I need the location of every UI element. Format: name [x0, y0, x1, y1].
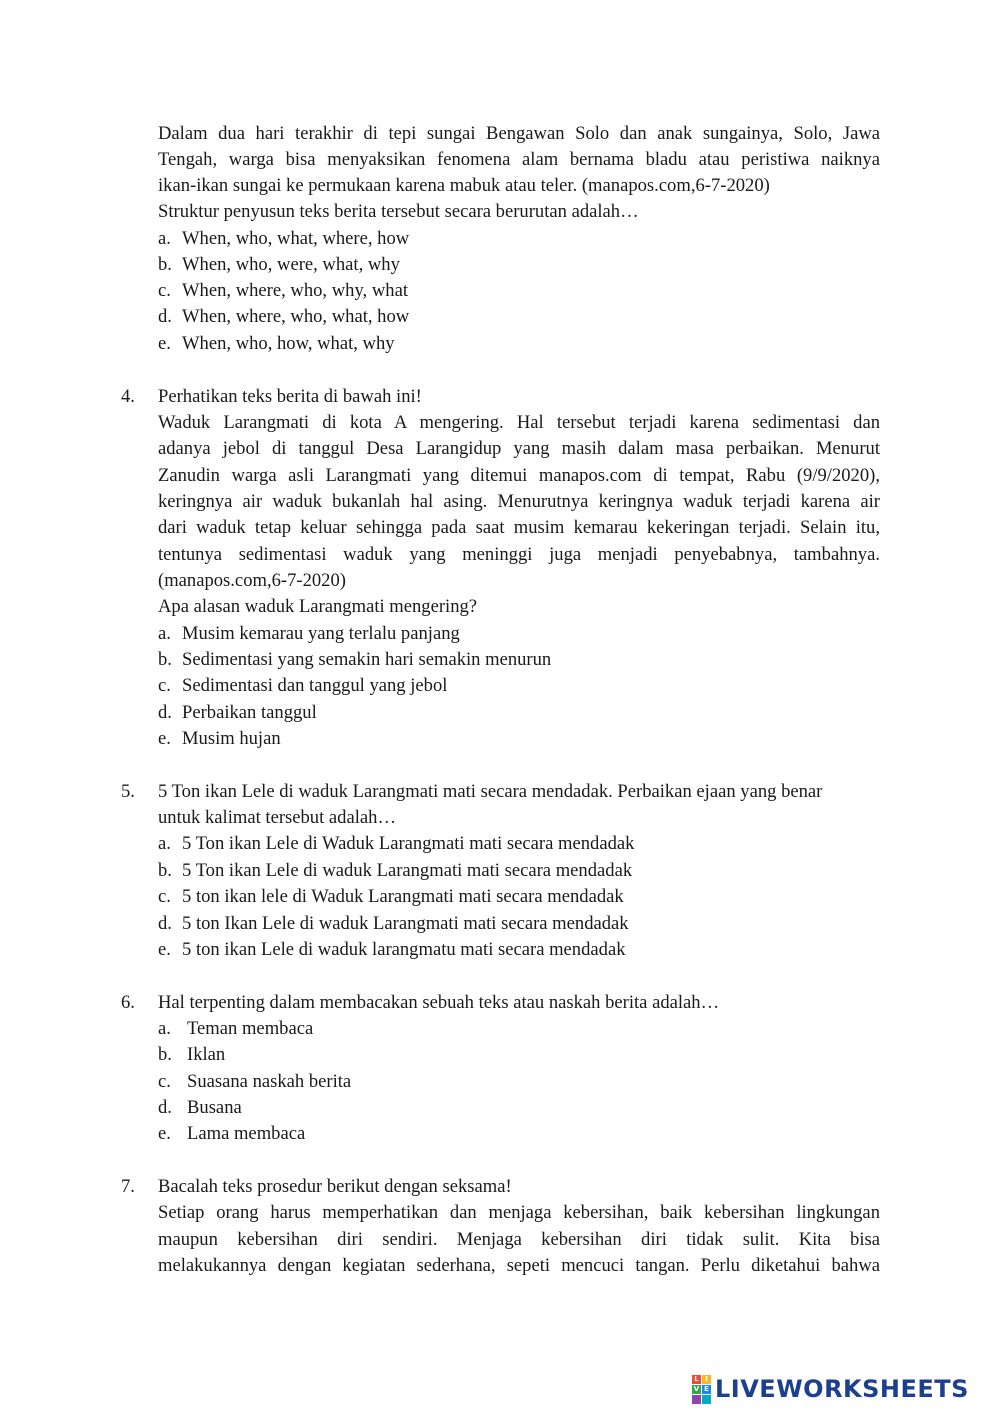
q3-option-b-letter: b.: [158, 254, 172, 275]
q5-option-c-letter: c.: [158, 886, 171, 907]
q5-option-a[interactable]: 5 Ton ikan Lele di Waduk Larangmati mati secara mendadak: [182, 833, 635, 854]
q4-option-e-letter: e.: [158, 728, 171, 749]
q5-prompt-line-2: untuk kalimat tersebut adalah…: [158, 807, 397, 828]
q5-option-b-letter: b.: [158, 860, 172, 881]
q4-option-a[interactable]: Musim kemarau yang terlalu panjang: [182, 623, 460, 644]
q3-option-c-letter: c.: [158, 280, 171, 301]
q3-option-d-letter: d.: [158, 306, 172, 327]
q7-prompt: Bacalah teks prosedur berikut dengan seksama!: [158, 1176, 512, 1197]
q4-option-b[interactable]: Sedimentasi yang semakin hari semakin menurun: [182, 649, 552, 670]
q5-prompt-line-1: 5 Ton ikan Lele di waduk Larangmati mati secara mendadak. Perbaikan ejaan yang benar: [158, 781, 823, 802]
liveworksheets-logo[interactable]: [692, 1374, 969, 1404]
q4-option-c-letter: c.: [158, 675, 171, 696]
q6-option-c-letter: c.: [158, 1071, 171, 1092]
q5-option-d-letter: d.: [158, 913, 172, 934]
q5-option-b[interactable]: 5 Ton ikan Lele di waduk Larangmati mati secara mendadak: [182, 860, 633, 881]
q7-passage-line-2: maupun kebersihan diri sendiri. Menjaga kebersihan diri tidak sulit. Kita bisa: [158, 1229, 880, 1250]
q4-passage-line-3: Zanudin warga asli Larangmati yang ditemui manapos.com di tempat, Rabu (9/9/2020),: [158, 465, 880, 486]
q4-passage-line-2: adanya jebol di tanggul Desa Larangidup yang masih dalam masa perbaikan. Menurut: [158, 438, 880, 459]
q6-option-c[interactable]: Suasana naskah berita: [187, 1071, 352, 1092]
q3-option-a-letter: a.: [158, 228, 171, 249]
q4-passage-line-7: (manapos.com,6-7-2020): [158, 570, 346, 591]
q4-passage-line-1: Waduk Larangmati di kota A mengering. Hal tersebut terjadi karena sedimentasi dan: [158, 412, 880, 433]
q6-option-d-letter: d.: [158, 1097, 172, 1118]
q6-option-d[interactable]: Busana: [187, 1097, 242, 1118]
q5-option-e-letter: e.: [158, 939, 171, 960]
q5-option-e[interactable]: 5 ton ikan Lele di waduk larangmatu mati secara mendadak: [182, 939, 626, 960]
q4-option-c[interactable]: Sedimentasi dan tanggul yang jebol: [182, 675, 448, 696]
q7-passage-line-1: Setiap orang harus memperhatikan dan menjaga kebersihan, baik kebersihan lingkungan: [158, 1202, 880, 1223]
logo-mark-block-5: [692, 1395, 701, 1404]
q6-option-a-letter: a.: [158, 1018, 171, 1039]
q6-option-a[interactable]: Teman membaca: [187, 1018, 314, 1039]
q4-passage-line-6: tentunya sedimentasi waduk yang meninggi juga menjadi penyebabnya, tambahnya.: [158, 544, 880, 565]
q5-option-a-letter: a.: [158, 833, 171, 854]
q4-question: Apa alasan waduk Larangmati mengering?: [158, 596, 478, 617]
q4-option-e[interactable]: Musim hujan: [182, 728, 281, 749]
q3-passage-line-1: Dalam dua hari terakhir di tepi sungai Bengawan Solo dan anak sungainya, Solo, Jawa: [158, 123, 880, 144]
logo-mark-icon: [692, 1375, 711, 1404]
q5-option-c[interactable]: 5 ton ikan lele di Waduk Larangmati mati secara mendadak: [182, 886, 624, 907]
logo-mark-block-6: [702, 1395, 711, 1404]
q3-option-d[interactable]: When, where, who, what, how: [182, 306, 410, 327]
q3-option-e[interactable]: When, who, how, what, why: [182, 333, 395, 354]
q3-option-a[interactable]: When, who, what, where, how: [182, 228, 410, 249]
q4-option-d[interactable]: Perbaikan tanggul: [182, 702, 317, 723]
logo-mark-l: L: [692, 1375, 701, 1384]
q4-option-d-letter: d.: [158, 702, 172, 723]
q3-question: Struktur penyusun teks berita tersebut secara berurutan adalah…: [158, 201, 639, 222]
q3-passage-line-2: Tengah, warga bisa menyaksikan fenomena alam bernama bladu atau peristiwa naiknya: [158, 149, 880, 170]
q6-option-b[interactable]: Iklan: [187, 1044, 226, 1065]
logo-text: LIVEWORKSHEETS: [715, 1375, 969, 1403]
q3-option-b[interactable]: When, who, were, what, why: [182, 254, 400, 275]
q4-option-b-letter: b.: [158, 649, 172, 670]
q5-number: 5.: [121, 781, 135, 802]
logo-mark-i: I: [702, 1375, 711, 1384]
q7-passage-line-3: melakukannya dengan kegiatan sederhana, sepeti mencuci tangan. Perlu diketahui bahwa: [158, 1255, 880, 1276]
q6-prompt: Hal terpenting dalam membacakan sebuah teks atau naskah berita adalah…: [158, 992, 720, 1013]
q5-option-d[interactable]: 5 ton Ikan Lele di waduk Larangmati mati secara mendadak: [182, 913, 629, 934]
q4-passage-line-4: keringnya air waduk bukanlah hal asing. Menurutnya keringnya waduk terjadi karena air: [158, 491, 880, 512]
logo-mark-e: E: [702, 1385, 711, 1394]
q6-option-e-letter: e.: [158, 1123, 171, 1144]
q4-prompt: Perhatikan teks berita di bawah ini!: [158, 386, 422, 407]
q6-option-e[interactable]: Lama membaca: [187, 1123, 306, 1144]
q6-option-b-letter: b.: [158, 1044, 172, 1065]
q6-number: 6.: [121, 992, 135, 1013]
q3-option-e-letter: e.: [158, 333, 171, 354]
q4-option-a-letter: a.: [158, 623, 171, 644]
q7-number: 7.: [121, 1176, 135, 1197]
q3-passage-line-3: ikan-ikan sungai ke permukaan karena mabuk atau teler. (manapos.com,6-7-2020): [158, 175, 770, 196]
q4-number: 4.: [121, 386, 135, 407]
logo-mark-v: V: [693, 1384, 700, 1393]
q3-option-c[interactable]: When, where, who, why, what: [182, 280, 408, 301]
q4-passage-line-5: dari waduk tetap keluar sehingga pada saat musim kemarau kekeringan terjadi. Selain itu,: [158, 517, 880, 538]
